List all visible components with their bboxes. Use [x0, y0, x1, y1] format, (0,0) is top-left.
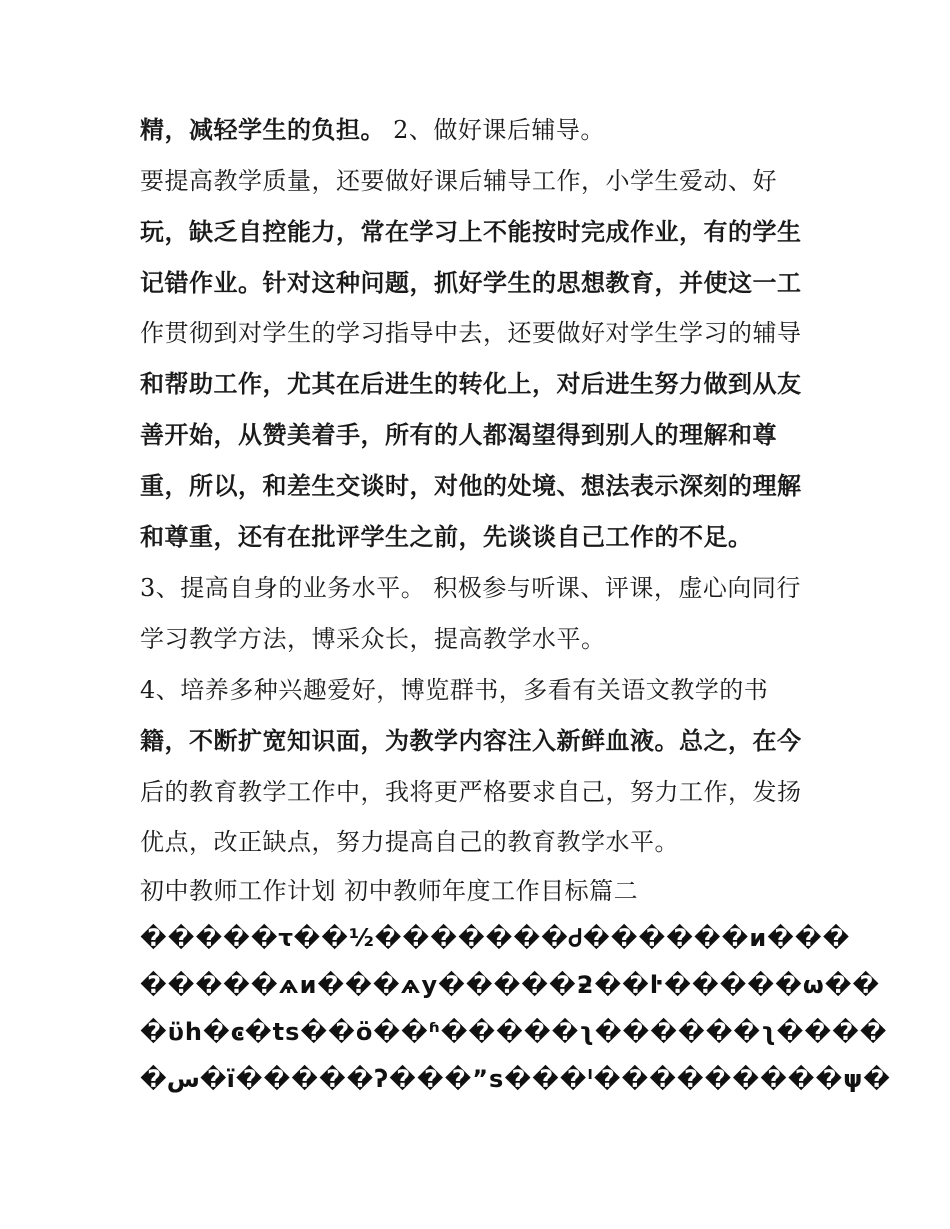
text-line: 重，所以，和差生交谈时，对他的处境、想法表示深刻的理解 — [140, 472, 802, 500]
text-line: 和帮助工作，尤其在后进生的转化上，对后进生努力做到从友 — [140, 370, 802, 398]
text-line — [140, 110, 605, 150]
garbled-text-line: �ﺱ�ï�����ʔ���”ѕ���ˡ���������ψ� — [140, 1065, 892, 1093]
text-line: 记错作业。针对这种问题，抓好学生的思想教育，并使这一工 — [140, 269, 802, 297]
text-line: 要提高教学质量，还要做好课后辅导工作，小学生爱动、好 — [140, 167, 777, 195]
text-line: 后的教育教学工作中，我将更严格要求自己，努力工作，发扬 — [140, 778, 802, 806]
text-segment: 2、做好课后辅导。 — [385, 116, 605, 144]
text-segment: 精，减轻学生的负担。 — [140, 116, 385, 144]
text-line: 玩，缺乏自控能力，常在学习上不能按时完成作业，有的学生 — [140, 218, 802, 246]
text-line: 优点，改正缺点，努力提高自己的教育教学水平。 — [140, 828, 679, 856]
garbled-text-line: �ϋh�ͼ�ts��ö��ʱ�����ʅ������ʅ���� — [140, 1018, 888, 1046]
text-line: 3、提高自身的业务水平。 积极参与听课、评课，虚心向同行 — [140, 574, 801, 602]
text-line: 和尊重，还有在批评学生之前，先谈谈自己工作的不足。 — [140, 523, 753, 551]
garbled-text-line: �����ꚍ��½�������Ꮷ������и��� — [140, 924, 851, 952]
garbled-text-line: �����ѧи���ѧy�����ƻ��ŀ�����ѡ�� — [140, 971, 881, 999]
section-heading: 初中教师工作计划 初中教师年度工作目标篇二 — [140, 877, 639, 905]
text-line: 作贯彻到对学生的学习指导中去，还要做好对学生学习的辅导 — [140, 319, 802, 347]
text-line: 善开始，从赞美着手，所有的人都渴望得到别人的理解和尊 — [140, 421, 777, 449]
text-line: 4、培养多种兴趣爱好，博览群书，多看有关语文教学的书 — [140, 676, 769, 704]
text-line: 籍，不断扩宽知识面，为教学内容注入新鲜血液。总之，在今 — [140, 727, 802, 755]
text-line: 学习教学方法，博采众长，提高教学水平。 — [140, 625, 606, 653]
